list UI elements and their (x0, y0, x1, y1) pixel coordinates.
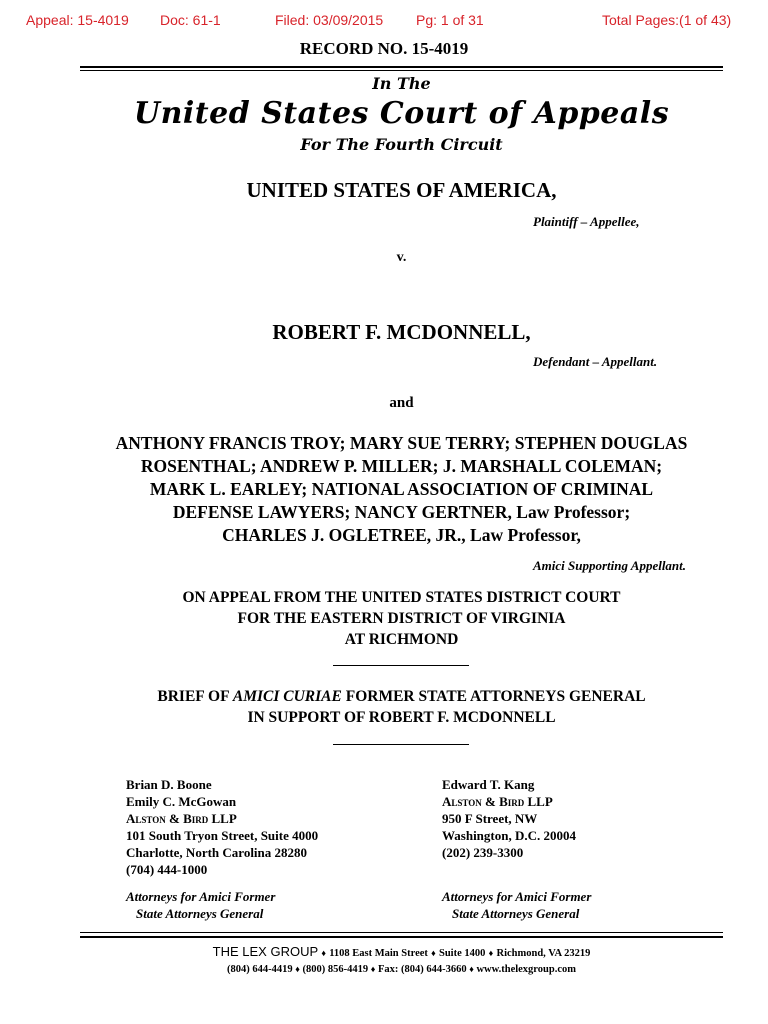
diamond-separator: ♦ (295, 964, 300, 974)
amici-list (0, 432, 768, 547)
counsel-role: State Attorneys General (452, 906, 580, 921)
firm-name: Alston & Bird LLP (442, 794, 553, 809)
counsel-role: State Attorneys General (136, 906, 264, 921)
printer-address: Richmond, VA 23219 (496, 948, 591, 959)
amici-curiae-italic: AMICI CURIAE (232, 688, 342, 705)
counsel-right (442, 776, 591, 922)
doc-number-stamp: Doc: 61-1 (160, 12, 221, 28)
appeal-from (0, 587, 768, 650)
diamond-separator: ♦ (488, 948, 494, 958)
court-name: United States Court of Appeals (133, 96, 670, 131)
counsel-role: Attorneys for Amici Former (442, 889, 592, 904)
brief-title (0, 686, 768, 728)
counsel-left (126, 776, 318, 922)
appeal-line: AT RICHMOND (344, 631, 459, 648)
total-pages-stamp: Total Pages:(1 of 43) (602, 12, 732, 28)
amici-line: ROSENTHAL; ANDREW P. MILLER; J. MARSHALL COLEMAN; (140, 456, 663, 476)
printer-address: Suite 1400 (439, 948, 486, 959)
filed-date-stamp: Filed: 03/09/2015 (275, 12, 384, 28)
printer-phone: (800) 856-4419 (302, 964, 369, 975)
bottom-rule-thin (80, 932, 723, 933)
and-word: and (389, 395, 414, 411)
printer-website[interactable]: www.thelexgroup.com (476, 964, 576, 975)
record-number: RECORD NO. 15-4019 (299, 39, 469, 58)
short-divider (333, 665, 469, 666)
counsel-role: Attorneys for Amici Former (126, 889, 276, 904)
circuit-heading: For The Fourth Circuit (300, 135, 503, 154)
plaintiff-role: Plaintiff – Appellee, (533, 214, 640, 229)
short-divider (333, 744, 469, 745)
printer-phone: (804) 644-4419 (227, 964, 293, 975)
firm-name: Alston & Bird LLP (126, 811, 237, 826)
counsel-line: Emily C. McGowan (126, 794, 237, 809)
counsel-line: (704) 444-1000 (126, 862, 208, 877)
in-the-heading: In The (372, 74, 431, 93)
amici-line: DEFENSE LAWYERS; NANCY GERTNER, Law Professor; (172, 502, 631, 522)
counsel-line: 950 F Street, NW (442, 811, 538, 826)
counsel-line: Edward T. Kang (442, 777, 535, 792)
appeal-number-stamp: Appeal: 15-4019 (26, 12, 129, 28)
brief-title-line1: BRIEF OF AMICI CURIAE FORMER STATE ATTORNEYS GENERAL (157, 688, 646, 705)
counsel-line: Charlotte, North Carolina 28280 (126, 845, 308, 860)
diamond-separator: ♦ (469, 964, 474, 974)
brief-title-line2: IN SUPPORT OF ROBERT F. MCDONNELL (247, 709, 556, 726)
counsel-line: Brian D. Boone (126, 777, 212, 792)
counsel-line: Washington, D.C. 20004 (442, 828, 576, 843)
defendant-name: ROBERT F. MCDONNELL, (272, 320, 531, 344)
amici-line: ANTHONY FRANCIS TROY; MARY SUE TERRY; STEPHEN DOUGLAS (115, 433, 688, 453)
printer-fax: Fax: (804) 644-3660 (377, 964, 467, 975)
printer-footer-line2 (0, 964, 768, 975)
defendant-role: Defendant – Appellant. (533, 354, 658, 369)
printer-address: 1108 East Main Street (329, 948, 428, 959)
amici-line: MARK L. EARLEY; NATIONAL ASSOCIATION OF CRIMINAL (149, 479, 654, 499)
amici-role: Amici Supporting Appellant. (533, 558, 687, 573)
appeal-line: ON APPEAL FROM THE UNITED STATES DISTRICT COURT (182, 589, 621, 606)
top-rule-thin (80, 70, 723, 71)
bottom-rule (80, 936, 723, 938)
printer-footer-line1 (0, 944, 768, 960)
page-count-stamp: Pg: 1 of 31 (416, 12, 484, 28)
top-rule (80, 66, 723, 68)
amici-line: CHARLES J. OGLETREE, JR., Law Professor, (222, 525, 581, 545)
plaintiff-name: UNITED STATES OF AMERICA, (246, 178, 557, 202)
diamond-separator: ♦ (431, 948, 436, 958)
printer-name: THE LEX GROUP (212, 944, 319, 959)
counsel-line: (202) 239-3300 (442, 845, 524, 860)
diamond-separator: ♦ (370, 964, 376, 974)
counsel-line: 101 South Tryon Street, Suite 4000 (126, 828, 319, 843)
versus: v. (396, 250, 407, 265)
diamond-separator: ♦ (321, 948, 326, 958)
appeal-line: FOR THE EASTERN DISTRICT OF VIRGINIA (237, 610, 566, 627)
